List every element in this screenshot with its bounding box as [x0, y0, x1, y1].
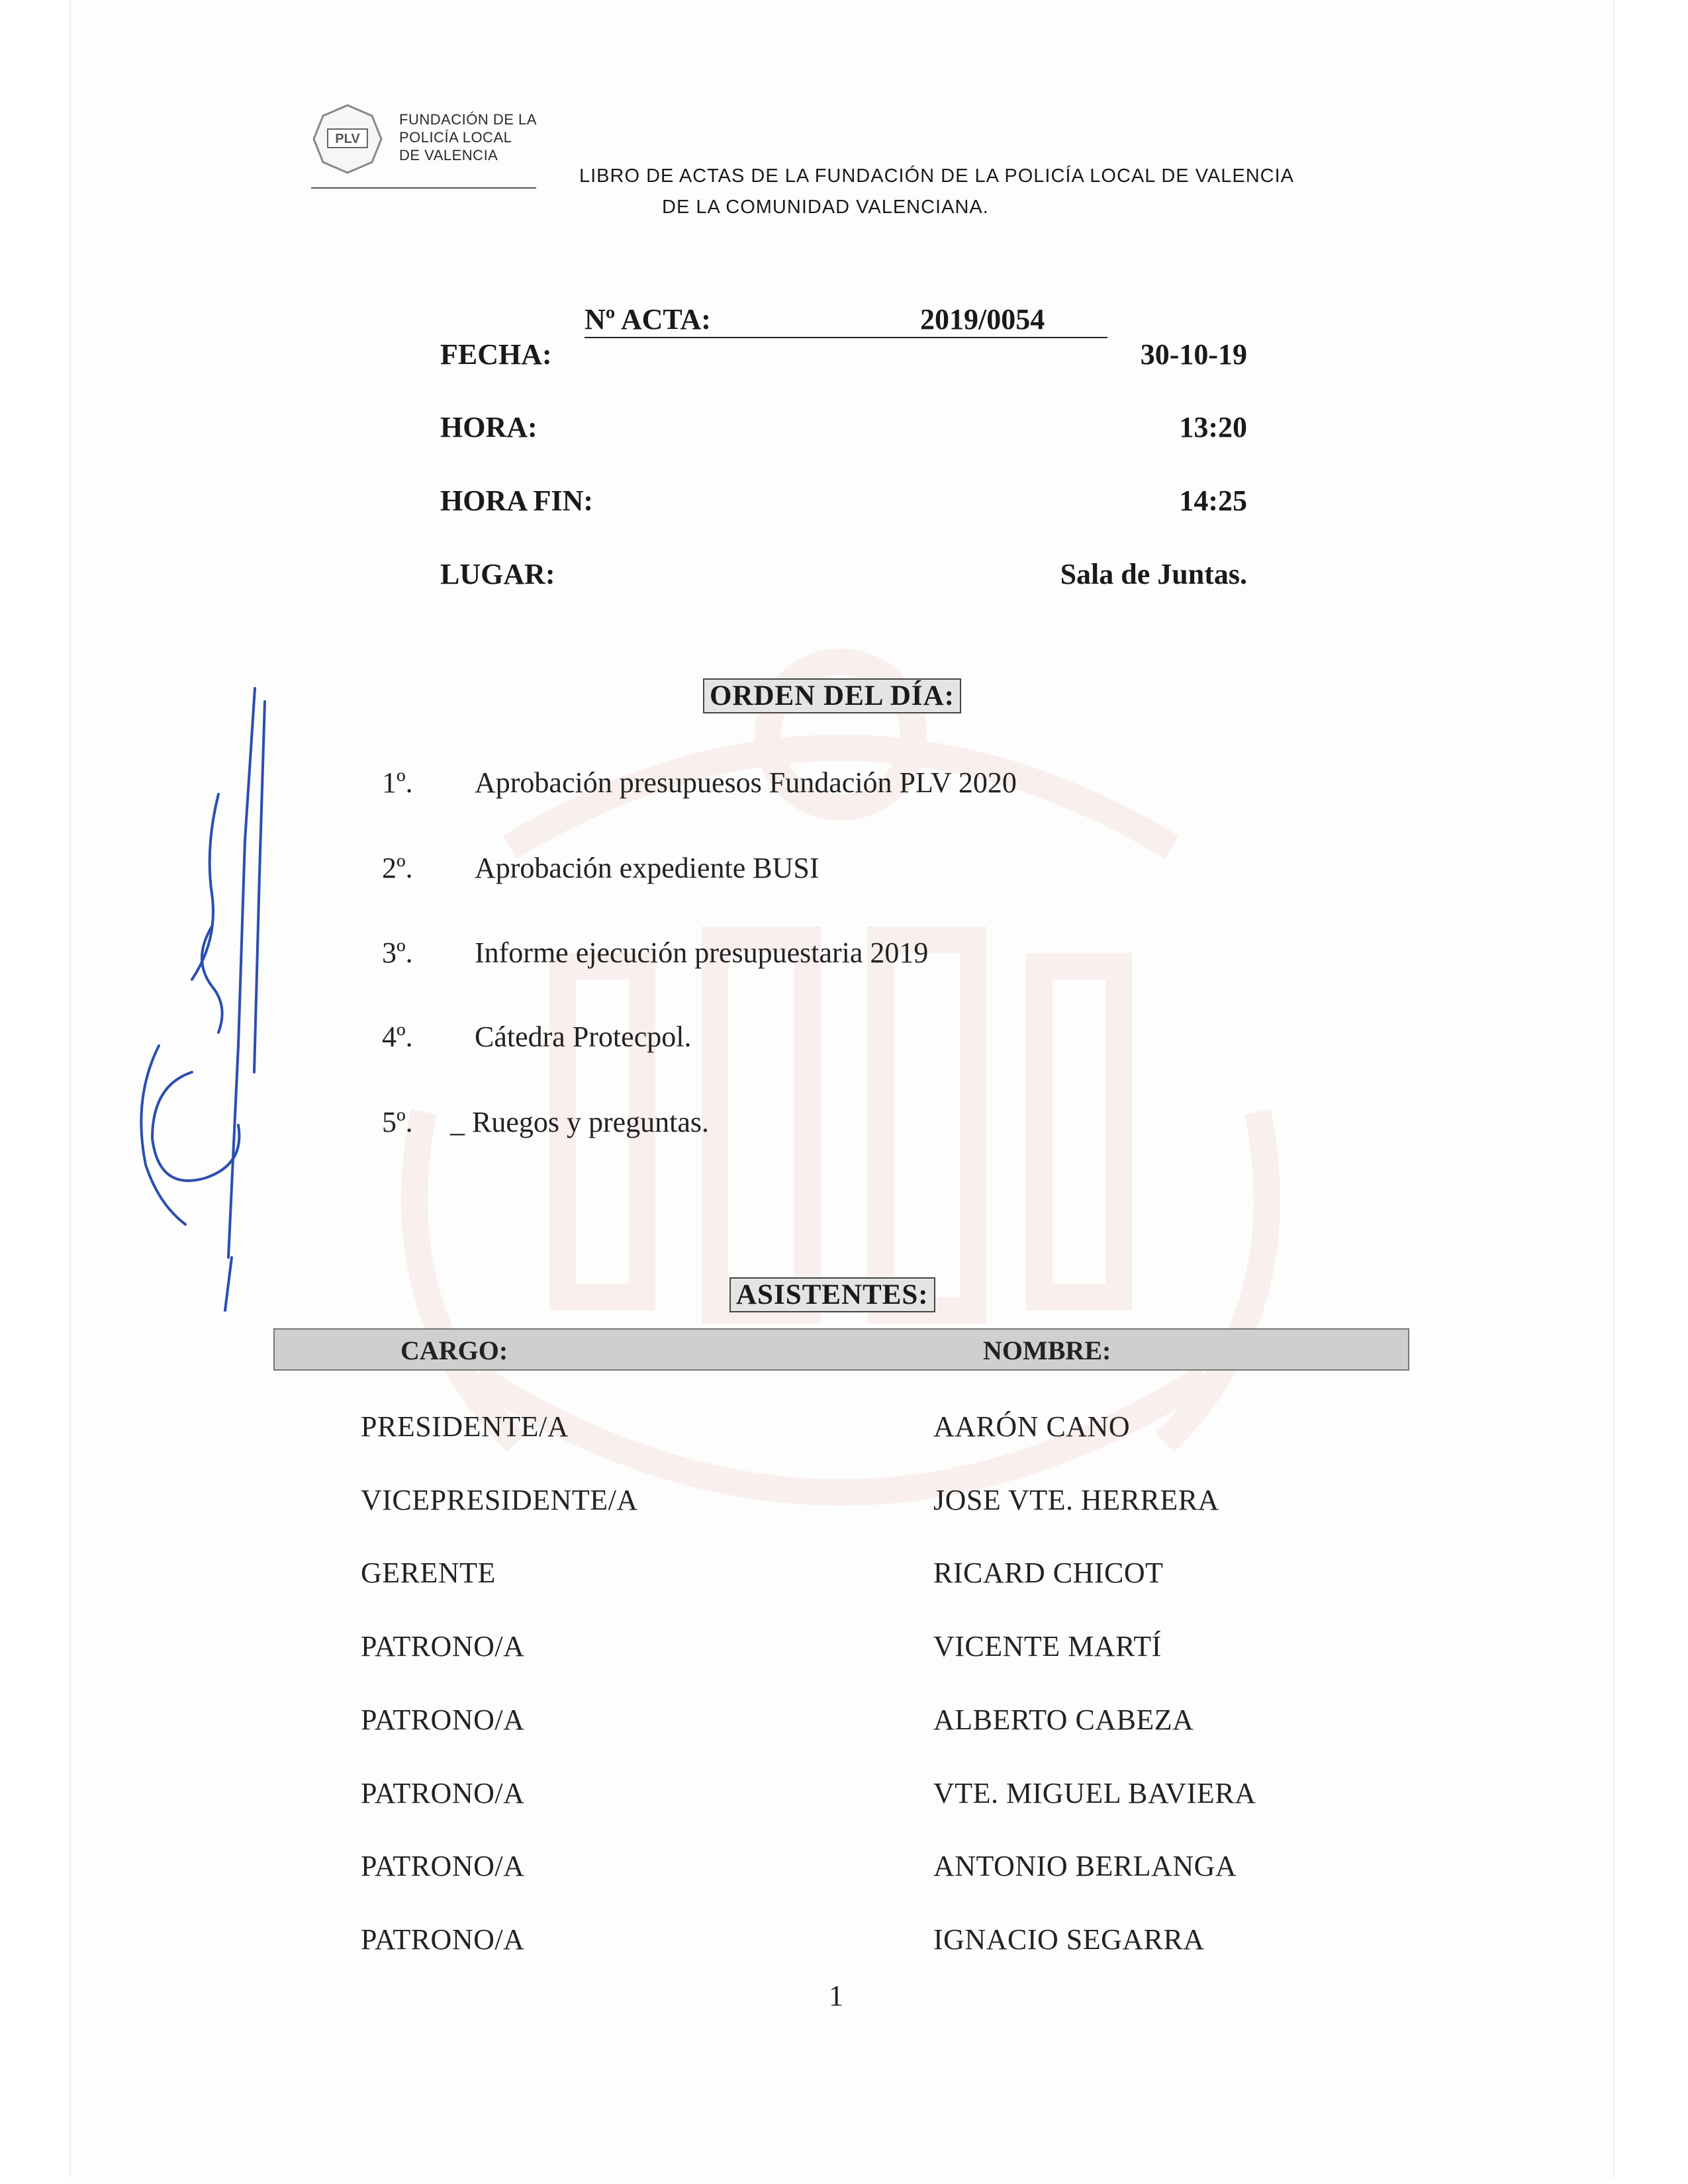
- agenda-item-number: 3º.: [382, 936, 413, 969]
- acta-label: Nº ACTA:: [585, 303, 711, 336]
- logo-badge: PLV: [335, 132, 360, 146]
- lugar-value: Sala de Juntas.: [1060, 558, 1247, 590]
- agenda-item-text: Aprobación presupuesos Fundación PLV 2020: [475, 766, 1017, 799]
- book-title-line-2: DE LA COMUNIDAD VALENCIANA.: [662, 197, 989, 218]
- hora-value: 13:20: [1179, 411, 1247, 443]
- cargo-cell: PATRONO/A: [361, 1850, 525, 1882]
- page-number: 1: [829, 1979, 843, 2012]
- foundation-logo: [311, 99, 537, 185]
- cargo-cell: PRESIDENTE/A: [361, 1410, 569, 1443]
- logo-line: POLICÍA LOCAL: [399, 129, 512, 146]
- logo-line: FUNDACIÓN DE LA: [399, 111, 537, 128]
- hora-fin-label: HORA FIN:: [440, 484, 593, 517]
- fecha-label: FECHA:: [440, 338, 552, 371]
- plv-emblem-icon: [311, 103, 384, 175]
- fecha-value: 30-10-19: [1140, 338, 1247, 371]
- agenda-item-number: 5º.: [382, 1106, 413, 1138]
- asistentes-table-header: [273, 1328, 1409, 1371]
- cargo-cell: GERENTE: [361, 1557, 496, 1589]
- hora-label: HORA:: [440, 411, 538, 443]
- nombre-cell: AARÓN CANO: [933, 1410, 1131, 1443]
- logo-text: [399, 111, 537, 164]
- nombre-cell: VICENTE MARTÍ: [933, 1630, 1162, 1662]
- agenda-item-number: 1º.: [382, 766, 413, 799]
- cargo-header: CARGO:: [400, 1336, 508, 1365]
- nombre-cell: JOSE VTE. HERRERA: [933, 1484, 1219, 1516]
- book-title-line-1: LIBRO DE ACTAS DE LA FUNDACIÓN DE LA POLICÍA LOCAL DE VALENCIA: [579, 165, 1295, 187]
- cargo-cell: VICEPRESIDENTE/A: [361, 1484, 638, 1516]
- cargo-cell: PATRONO/A: [361, 1630, 525, 1662]
- nombre-cell: VTE. MIGUEL BAVIERA: [933, 1777, 1256, 1809]
- hora-fin-value: 14:25: [1179, 484, 1247, 517]
- agenda-item-text: Cátedra Protecpol.: [475, 1021, 692, 1053]
- agenda-item-number: 4º.: [382, 1021, 413, 1053]
- acta-underline: [585, 337, 1107, 338]
- header-rule: [311, 187, 536, 189]
- orden-del-dia-title: ORDEN DEL DÍA:: [703, 678, 961, 713]
- nombre-cell: IGNACIO SEGARRA: [933, 1923, 1205, 1956]
- nombre-cell: ALBERTO CABEZA: [933, 1704, 1194, 1736]
- cargo-cell: PATRONO/A: [361, 1777, 525, 1809]
- agenda-item-number: 2º.: [382, 852, 413, 884]
- agenda-item-text: _ Ruegos y preguntas.: [450, 1106, 710, 1138]
- handwritten-signature: [113, 675, 291, 1324]
- agenda-item-text: Aprobación expediente BUSI: [475, 852, 820, 884]
- cargo-cell: PATRONO/A: [361, 1704, 525, 1736]
- nombre-cell: RICARD CHICOT: [933, 1557, 1164, 1589]
- nombre-cell: ANTONIO BERLANGA: [933, 1850, 1237, 1882]
- asistentes-title: ASISTENTES:: [729, 1277, 935, 1312]
- nombre-header: NOMBRE:: [983, 1336, 1111, 1365]
- logo-line: DE VALENCIA: [399, 147, 498, 163]
- cargo-cell: PATRONO/A: [361, 1923, 525, 1956]
- agenda-item-text: Informe ejecución presupuestaria 2019: [475, 936, 929, 969]
- acta-number: 2019/0054: [920, 303, 1045, 336]
- lugar-label: LUGAR:: [440, 558, 555, 590]
